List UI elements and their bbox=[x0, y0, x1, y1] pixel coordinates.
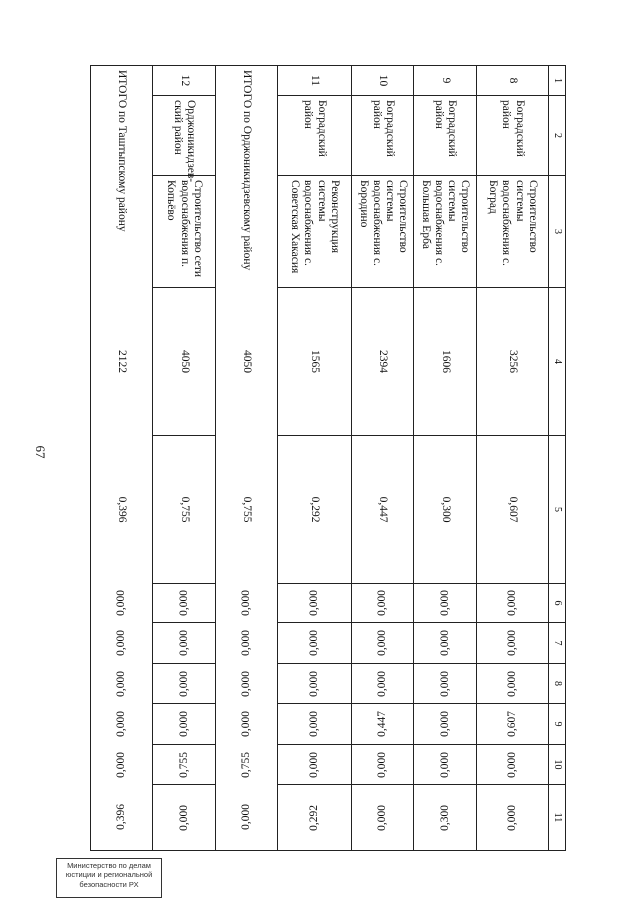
value-cell-c9 bbox=[153, 704, 215, 745]
value-cell-c10 bbox=[352, 745, 414, 785]
district-cell: Боградский район bbox=[352, 96, 414, 176]
value-cell-c4: 1606 bbox=[414, 288, 476, 436]
header-col-number: 8 bbox=[548, 664, 565, 704]
header-col-number: 9 bbox=[548, 704, 565, 745]
value-cell-c7 bbox=[91, 623, 153, 664]
value-cell-c9-text: 0,000 bbox=[438, 711, 451, 737]
header-col-number: 5 bbox=[548, 436, 565, 584]
table-row bbox=[414, 66, 476, 851]
value-cell-c9-text: 0,000 bbox=[307, 711, 320, 737]
value-cell-c7 bbox=[215, 623, 277, 664]
header-col-number: 3 bbox=[548, 176, 565, 288]
value-cell-c10 bbox=[476, 745, 548, 785]
row-number-cell: 12 bbox=[153, 66, 215, 96]
stamp-line: юстиции и региональной bbox=[65, 870, 153, 880]
object-cell: Строительство системы водоснабжения с. Бородино bbox=[352, 176, 414, 288]
total-label-cell: ИТОГО по Таштыпскому району bbox=[91, 66, 153, 288]
value-cell-c4: 2394 bbox=[352, 288, 414, 436]
value-cell-c11 bbox=[277, 785, 351, 851]
value-cell-c11-text: 0,000 bbox=[505, 804, 518, 831]
row-number-cell: 9 bbox=[414, 66, 476, 96]
value-cell-c11-text: 0,000 bbox=[177, 804, 190, 831]
value-cell-c10-text: 0,000 bbox=[438, 751, 451, 778]
value-cell-c8 bbox=[153, 664, 215, 704]
object-cell: Реконструкция системы водоснабжения с. Советская Хакасия bbox=[277, 176, 351, 288]
value-cell-c8 bbox=[215, 664, 277, 704]
value-cell-c6-text: 0,000 bbox=[115, 590, 128, 616]
table-row bbox=[153, 66, 215, 851]
value-cell-c8-text: 0,000 bbox=[505, 670, 518, 697]
value-cell-c11 bbox=[215, 785, 277, 851]
value-cell-c9 bbox=[352, 704, 414, 745]
value-cell-c4: 2122 bbox=[91, 288, 153, 436]
total-label-cell: ИТОГО по Орджоникидзевскому району bbox=[215, 66, 277, 288]
registration-stamp bbox=[56, 858, 162, 898]
stamp-line: Министерство по делам bbox=[67, 861, 151, 870]
value-cell-c9-text: 0,000 bbox=[177, 711, 190, 737]
value-cell-c7-text: 0,000 bbox=[307, 630, 320, 656]
value-cell-c4: 1565 bbox=[277, 288, 351, 436]
funding-table bbox=[90, 65, 566, 851]
value-cell-c6 bbox=[215, 584, 277, 623]
value-cell-c4: 3256 bbox=[476, 288, 548, 436]
value-cell-c11 bbox=[153, 785, 215, 851]
value-cell-c5: 0,447 bbox=[352, 436, 414, 584]
value-cell-c11-text: 0,300 bbox=[438, 804, 451, 831]
value-cell-c8 bbox=[277, 664, 351, 704]
value-cell-c9 bbox=[277, 704, 351, 745]
table-row bbox=[352, 66, 414, 851]
value-cell-c8 bbox=[91, 664, 153, 704]
value-cell-c8-text: 0,000 bbox=[239, 670, 252, 697]
total-row bbox=[215, 66, 277, 851]
value-cell-c8-text: 0,000 bbox=[115, 670, 128, 697]
value-cell-c5: 0,755 bbox=[153, 436, 215, 584]
value-cell-c5: 0,396 bbox=[91, 436, 153, 584]
value-cell-c6 bbox=[414, 584, 476, 623]
value-cell-c10-text: 0,755 bbox=[177, 751, 190, 778]
header-col-number: 4 bbox=[548, 288, 565, 436]
value-cell-c8-text: 0,000 bbox=[307, 670, 320, 697]
value-cell-c7 bbox=[352, 623, 414, 664]
value-cell-c6-text: 0,000 bbox=[376, 590, 389, 616]
district-cell: Орджоникидзев-ский район bbox=[153, 96, 215, 176]
value-cell-c9-text: 0,607 bbox=[505, 711, 518, 737]
value-cell-c7 bbox=[414, 623, 476, 664]
value-cell-c10-text: 0,000 bbox=[307, 751, 320, 778]
value-cell-c7-text: 0,000 bbox=[239, 630, 252, 656]
value-cell-c10 bbox=[277, 745, 351, 785]
value-cell-c8 bbox=[414, 664, 476, 704]
district-cell: Боградский район bbox=[414, 96, 476, 176]
value-cell-c11 bbox=[91, 785, 153, 851]
district-cell: Боградский район bbox=[277, 96, 351, 176]
value-cell-c10 bbox=[91, 745, 153, 785]
value-cell-c6 bbox=[153, 584, 215, 623]
page-number: 67 bbox=[33, 445, 48, 459]
table-body bbox=[91, 66, 566, 851]
value-cell-c7-text: 0,000 bbox=[505, 630, 518, 656]
value-cell-c6 bbox=[476, 584, 548, 623]
header-col-number: 6 bbox=[548, 584, 565, 623]
value-cell-c7 bbox=[476, 623, 548, 664]
value-cell-c11 bbox=[476, 785, 548, 851]
table-row bbox=[476, 66, 548, 851]
value-cell-c5: 0,300 bbox=[414, 436, 476, 584]
header-col-number: 11 bbox=[548, 785, 565, 851]
value-cell-c8-text: 0,000 bbox=[438, 670, 451, 697]
value-cell-c10 bbox=[414, 745, 476, 785]
total-row bbox=[91, 66, 153, 851]
value-cell-c9-text: 0,000 bbox=[239, 711, 252, 737]
value-cell-c9 bbox=[414, 704, 476, 745]
value-cell-c7 bbox=[277, 623, 351, 664]
object-cell: Строительство системы водоснабжения с. Боград bbox=[476, 176, 548, 288]
value-cell-c11 bbox=[352, 785, 414, 851]
value-cell-c7-text: 0,000 bbox=[376, 630, 389, 656]
value-cell-c11-text: 0,000 bbox=[376, 804, 389, 831]
stamp-line: безопасности РХ bbox=[79, 879, 139, 889]
table-row bbox=[277, 66, 351, 851]
value-cell-c6-text: 0,000 bbox=[177, 590, 190, 616]
value-cell-c9-text: 0,447 bbox=[376, 711, 389, 737]
header-col-number: 10 bbox=[548, 745, 565, 785]
value-cell-c10-text: 0,000 bbox=[115, 751, 128, 778]
header-col-number: 7 bbox=[548, 623, 565, 664]
district-cell: Боградский район bbox=[476, 96, 548, 176]
value-cell-c9 bbox=[91, 704, 153, 745]
value-cell-c4: 4050 bbox=[153, 288, 215, 436]
object-cell: Строительство системы водоснабжения с. Большая Ерба bbox=[414, 176, 476, 288]
value-cell-c11-text: 0,000 bbox=[239, 804, 252, 831]
value-cell-c6 bbox=[352, 584, 414, 623]
value-cell-c7 bbox=[153, 623, 215, 664]
value-cell-c11-text: 0,292 bbox=[307, 804, 320, 831]
value-cell-c11-text: 0,396 bbox=[115, 804, 128, 831]
row-number-cell: 8 bbox=[476, 66, 548, 96]
value-cell-c9 bbox=[215, 704, 277, 745]
value-cell-c8 bbox=[476, 664, 548, 704]
value-cell-c8 bbox=[352, 664, 414, 704]
value-cell-c5: 0,607 bbox=[476, 436, 548, 584]
document-table-rotated bbox=[90, 65, 566, 850]
value-cell-c6-text: 0,000 bbox=[239, 590, 252, 616]
value-cell-c7-text: 0,000 bbox=[115, 630, 128, 656]
value-cell-c6-text: 0,000 bbox=[505, 590, 518, 616]
value-cell-c7-text: 0,000 bbox=[438, 630, 451, 656]
value-cell-c6-text: 0,000 bbox=[438, 590, 451, 616]
value-cell-c8-text: 0,000 bbox=[177, 670, 190, 697]
value-cell-c9-text: 0,000 bbox=[115, 711, 128, 737]
value-cell-c10 bbox=[153, 745, 215, 785]
value-cell-c4: 4050 bbox=[215, 288, 277, 436]
value-cell-c9 bbox=[476, 704, 548, 745]
value-cell-c10 bbox=[215, 745, 277, 785]
value-cell-c5: 0,292 bbox=[277, 436, 351, 584]
row-number-cell: 10 bbox=[352, 66, 414, 96]
object-cell: Строительство сети водоснабжения п. Копьёво bbox=[153, 176, 215, 288]
value-cell-c6 bbox=[277, 584, 351, 623]
row-number-cell: 11 bbox=[277, 66, 351, 96]
value-cell-c10-text: 0,000 bbox=[376, 751, 389, 778]
value-cell-c10-text: 0,755 bbox=[239, 751, 252, 778]
value-cell-c5: 0,755 bbox=[215, 436, 277, 584]
header-number-row bbox=[548, 66, 565, 851]
value-cell-c11 bbox=[414, 785, 476, 851]
value-cell-c8-text: 0,000 bbox=[376, 670, 389, 697]
value-cell-c10-text: 0,000 bbox=[505, 751, 518, 778]
value-cell-c6 bbox=[91, 584, 153, 623]
value-cell-c6-text: 0,000 bbox=[307, 590, 320, 616]
value-cell-c7-text: 0,000 bbox=[177, 630, 190, 656]
header-col-number: 1 bbox=[548, 66, 565, 96]
header-col-number: 2 bbox=[548, 96, 565, 176]
